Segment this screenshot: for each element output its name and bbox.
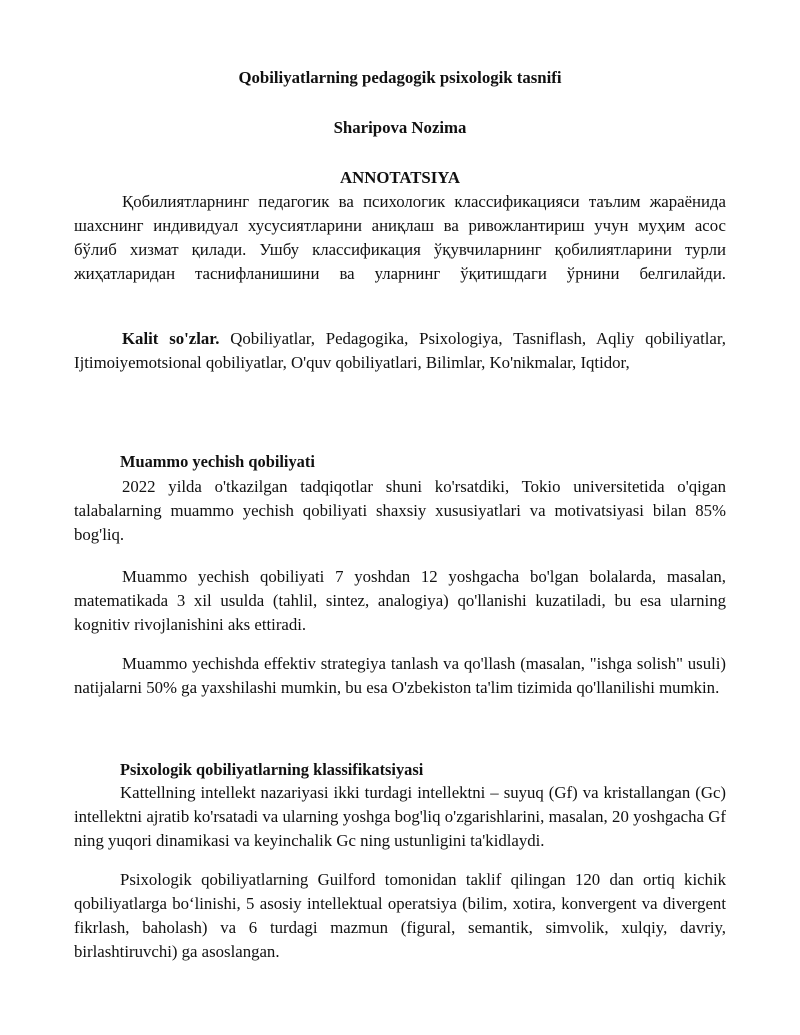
section2-paragraph-1-block (74, 781, 726, 853)
section2-paragraph: Psixologik qobiliyatlarning Guilford tomonidan taklif qilingan 120 dan ortiq kichik qobiliyatlarga boʻlinishi, 5 asosiy intellektual operatsiya (bilim, xotira, konvergent va divergent fikrlash, baholash) va 6 turdagi mazmun (figural, semantik, simvolik, xulqiy, davriy, birlashtiruvchi) ga asoslangan. (74, 870, 726, 961)
keywords-paragraph (74, 327, 726, 375)
keywords-block (74, 327, 726, 375)
section-heading-classification: Psixologik qobiliyatlarning klassifikatsiyasi (120, 760, 424, 779)
keywords-label: Kalit so'zlar. (122, 329, 220, 348)
section1-paragraph: 2022 yilda o'tkazilgan tadqiqotlar shuni ko'rsatdiki, Tokio universitetida o'qigan talabalarning muammo yechish qobiliyati shaxsiy xususiyatlari va motivatsiyasi bilan 85% bog'liq. (74, 477, 726, 544)
section2-paragraph-2-block (74, 868, 726, 964)
annotation-block (74, 190, 726, 286)
section1-paragraph: Muammo yechishda effektiv strategiya tanlash va qo'llash (masalan, "ishga solish" usuli) natijalarni 50% ga yaxshilashi mumkin, bu esa O'zbekiston ta'lim tizimida qo'llanilishi mumkin. (74, 654, 726, 697)
author-name: Sharipova Nozima (333, 118, 467, 137)
paper-title: Qobiliyatlarning pedagogik psixologik tasnifi (238, 68, 562, 87)
section2-paragraph: Kattellning intellekt nazariyasi ikki turdagi intellektni – suyuq (Gf) va kristallangan (Gc) intellektni ajratib ko'rsatadi va ularning yoshga bog'liq o'zgarishlarini, masalan, 20 yoshgacha Gf ning yuqori dinamikasi va keyinchalik Gc ning ustunligini ta'kidlaydi. (74, 783, 726, 850)
section1-paragraph-3-block (74, 652, 726, 700)
section1-paragraph: Muammo yechish qobiliyati 7 yoshdan 12 yoshgacha bo'lgan bolalarda, masalan, matematikada 3 xil usulda (tahlil, sintez, analogiya) qo'llanishi kuzatiladi, bu esa ularning kognitiv rivojlanishini aks ettiradi. (74, 567, 726, 634)
annotation-heading: ANNOTATSIYA (340, 168, 460, 187)
section1-paragraph-2-block (74, 565, 726, 637)
section1-paragraph-1-block (74, 475, 726, 547)
section-heading-problem-solving: Muammo yechish qobiliyati (120, 452, 315, 471)
annotation-text: Қобилиятларнинг педагогик ва психологик классификацияси таълим жараёнида шахснинг индивидуал хусусиятларини аниқлаш ва ривожлантириш учун муҳим асос бўлиб хизмат қилади. Ушбу классификация ўқувчиларнинг қобилиятларини турли жиҳатларидан таснифланишини ва уларнинг ўқитишдаги ўрнини белгилайди. (74, 192, 726, 283)
keywords-text: Qobiliyatlar, Pedagogika, Psixologiya, Tasniflash, Aqliy qobiliyatlar, Ijtimoiyemotsional qobiliyatlar, O'quv qobiliyatlari, Bilimlar, Ko'nikmalar, Iqtidor, (74, 329, 726, 372)
